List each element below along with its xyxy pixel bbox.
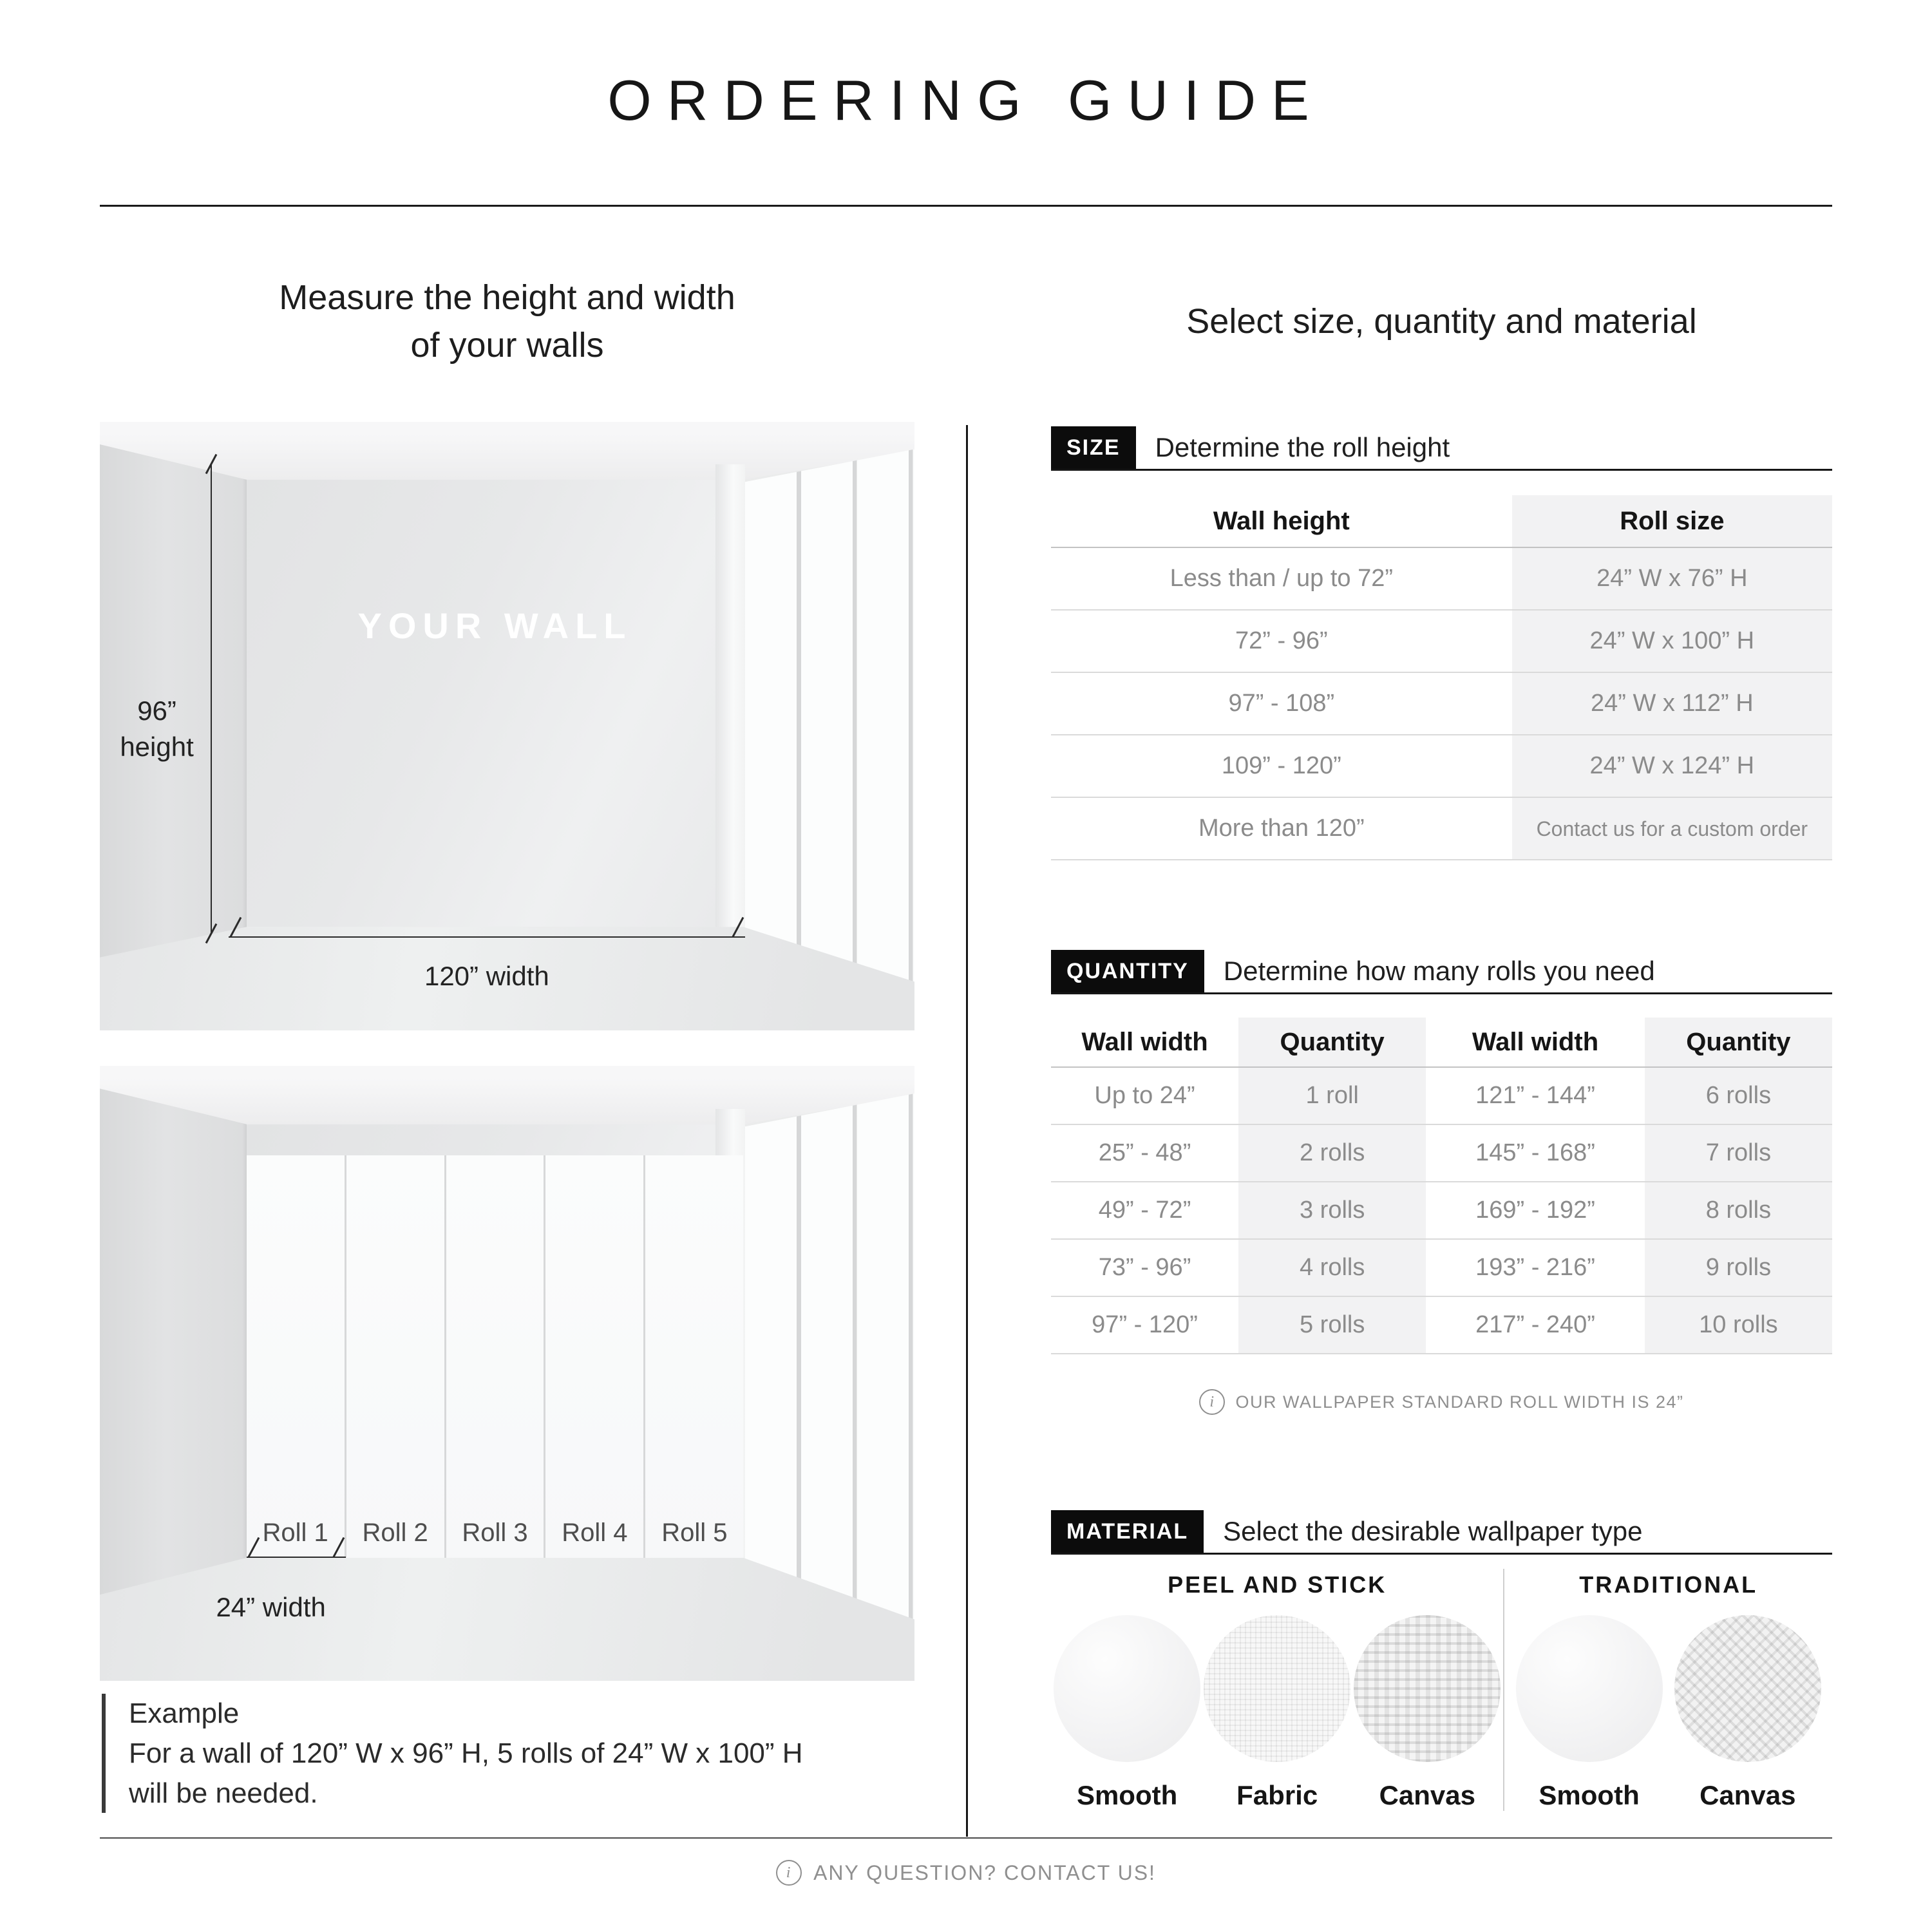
roll-panel	[346, 1155, 446, 1558]
roll-panel-label: Roll 5	[661, 1519, 728, 1548]
quantity-cell: 10 rolls	[1645, 1297, 1832, 1353]
wall-height-cell: 109” - 120”	[1221, 752, 1341, 779]
size-subtitle: Determine the roll height	[1155, 432, 1450, 462]
roll-panel	[545, 1155, 645, 1558]
size-table-row	[1051, 611, 1832, 673]
quantity-cell: 3 rolls	[1238, 1182, 1426, 1238]
swatch-fabric	[1203, 1615, 1351, 1811]
wall-width-cell: Up to 24”	[1094, 1082, 1195, 1109]
quantity-cell: 9 rolls	[1645, 1240, 1832, 1296]
quantity-table-row	[1051, 1297, 1832, 1354]
quantity-table-body	[1051, 1068, 1832, 1354]
size-table	[1051, 495, 1832, 860]
wall-width-cell: 121” - 144”	[1475, 1082, 1595, 1109]
wall-height-cell: 97” - 108”	[1228, 690, 1335, 717]
size-col-wall-height: Wall height	[1213, 506, 1350, 535]
roll-size-cell: 24” W x 124” H	[1512, 735, 1832, 797]
roll-panel	[645, 1155, 743, 1558]
roll-panels	[247, 1155, 744, 1558]
quantity-table-row	[1051, 1182, 1832, 1240]
example-title: Example	[129, 1698, 240, 1729]
swatch-label: Fabric	[1236, 1780, 1318, 1810]
room-illustration-measure	[100, 422, 914, 1030]
qty-col-wall-width-1: Wall width	[1081, 1027, 1208, 1056]
quantity-cell: 5 rolls	[1238, 1297, 1426, 1353]
swatch-label: Smooth	[1076, 1780, 1178, 1810]
traditional-heading: TRADITIONAL	[1579, 1571, 1758, 1598]
roll-panel-label: Roll 2	[362, 1519, 428, 1548]
quantity-table-row	[1051, 1240, 1832, 1297]
wall-height-value: 96”	[137, 695, 176, 726]
material-subtitle: Select the desirable wallpaper type	[1223, 1516, 1643, 1546]
example-line1: For a wall of 120” W x 96” H, 5 rolls of 24” W x 100” H	[129, 1738, 803, 1769]
measure-heading	[100, 274, 914, 369]
roll-size-cell: 24” W x 76” H	[1512, 548, 1832, 609]
roll-width-note	[1051, 1389, 1832, 1415]
swatch-smooth	[1515, 1615, 1663, 1811]
wall-width-cell: 73” - 96”	[1098, 1254, 1191, 1281]
swatch-smooth	[1053, 1615, 1201, 1811]
swatch-label: Canvas	[1700, 1780, 1796, 1810]
roll-width-label: 24” width	[216, 1592, 326, 1623]
wall-width-cell: 217” - 240”	[1475, 1311, 1595, 1338]
size-table-row	[1051, 548, 1832, 611]
quantity-cell: 1 roll	[1238, 1068, 1426, 1124]
example-line2: will be needed.	[129, 1777, 318, 1809]
quantity-cell: 7 rolls	[1645, 1125, 1832, 1181]
example-accent-bar	[102, 1694, 106, 1813]
fabric-texture-icon	[1204, 1615, 1350, 1762]
wall-height-cell: 72” - 96”	[1235, 627, 1328, 654]
traditional-group	[1503, 1569, 1832, 1811]
wall-width-cell: 97” - 120”	[1092, 1311, 1198, 1338]
swatch-canvas	[1353, 1615, 1501, 1811]
material-section-header	[1051, 1510, 1832, 1555]
quantity-chip: QUANTITY	[1051, 950, 1204, 992]
quantity-subtitle: Determine how many rolls you need	[1223, 956, 1655, 986]
your-wall-label: YOUR WALL	[357, 605, 632, 646]
wall-width-cell: 145” - 168”	[1475, 1139, 1595, 1166]
canvas-texture-icon	[1674, 1615, 1821, 1762]
swatch-label: Canvas	[1379, 1780, 1475, 1810]
quantity-section-header	[1051, 950, 1832, 994]
quantity-cell: 8 rolls	[1645, 1182, 1832, 1238]
qty-col-quantity-2: Quantity	[1645, 1018, 1832, 1066]
size-table-row	[1051, 798, 1832, 860]
roll-panel-label: Roll 1	[262, 1519, 328, 1548]
quantity-table	[1051, 1018, 1832, 1354]
info-icon: i	[776, 1860, 802, 1886]
roll-width-note-text: OUR WALLPAPER STANDARD ROLL WIDTH IS 24”	[1235, 1392, 1684, 1412]
smooth-texture-icon	[1516, 1615, 1663, 1762]
qty-col-quantity-1: Quantity	[1238, 1018, 1426, 1066]
canvas-texture-icon	[1354, 1615, 1501, 1762]
quantity-cell: 6 rolls	[1645, 1068, 1832, 1124]
roll-size-cell: Contact us for a custom order	[1512, 798, 1832, 859]
wall-height-cell: More than 120”	[1198, 815, 1365, 842]
size-section-header	[1051, 426, 1832, 471]
footer	[0, 1860, 1932, 1886]
select-heading: Select size, quantity and material	[1186, 302, 1697, 341]
swatch-label: Smooth	[1539, 1780, 1640, 1810]
quantity-table-row	[1051, 1068, 1832, 1125]
size-table-body	[1051, 548, 1832, 860]
footer-text: ANY QUESTION? CONTACT US!	[813, 1861, 1156, 1884]
wall-width-cell: 169” - 192”	[1475, 1197, 1595, 1224]
size-table-row	[1051, 673, 1832, 735]
wall-width-cell: 193” - 216”	[1475, 1254, 1595, 1281]
page-title: ORDERING GUIDE	[607, 68, 1325, 132]
wall-height-word: height	[120, 731, 194, 762]
quantity-cell: 4 rolls	[1238, 1240, 1426, 1296]
quantity-table-row	[1051, 1125, 1832, 1182]
footer-divider	[100, 1837, 1832, 1839]
smooth-texture-icon	[1054, 1615, 1200, 1762]
peel-and-stick-heading: PEEL AND STICK	[1168, 1571, 1387, 1598]
info-icon: i	[1199, 1389, 1225, 1415]
roll-size-cell: 24” W x 112” H	[1512, 673, 1832, 734]
room-main-wall	[247, 480, 744, 927]
height-dimension-line	[211, 464, 212, 933]
width-dimension-line	[229, 936, 745, 938]
roll-width-dimension-line	[247, 1557, 346, 1558]
peel-and-stick-group	[1051, 1569, 1503, 1811]
roll-panel	[446, 1155, 546, 1558]
header-divider	[100, 205, 1832, 207]
measure-heading-line2: of your walls	[410, 326, 604, 365]
wall-height-label	[112, 693, 202, 765]
material-chip: MATERIAL	[1051, 1510, 1204, 1553]
size-col-roll-size: Roll size	[1512, 495, 1832, 547]
quantity-section	[1051, 950, 1832, 1415]
roll-panel	[247, 1155, 346, 1558]
size-table-header	[1051, 495, 1832, 548]
quantity-cell: 2 rolls	[1238, 1125, 1426, 1181]
room-window	[745, 1094, 914, 1644]
roll-size-cell: 24” W x 100” H	[1512, 611, 1832, 672]
quantity-table-header	[1051, 1018, 1832, 1068]
wall-height-cell: Less than / up to 72”	[1170, 565, 1394, 592]
example-block	[102, 1694, 803, 1814]
qty-col-wall-width-2: Wall width	[1472, 1027, 1599, 1056]
size-table-row	[1051, 735, 1832, 798]
room-illustration-rolls	[100, 1066, 914, 1681]
material-section	[1051, 1510, 1832, 1811]
measure-heading-line1: Measure the height and width	[279, 278, 735, 317]
roll-panel-label: Roll 4	[562, 1519, 628, 1548]
swatch-canvas	[1674, 1615, 1822, 1811]
room-window	[745, 450, 914, 994]
wall-width-label: 120” width	[424, 961, 549, 992]
wall-width-cell: 49” - 72”	[1098, 1197, 1191, 1224]
size-section	[1051, 426, 1832, 860]
room-window-jamb	[715, 464, 745, 951]
column-divider	[966, 425, 968, 1837]
wall-width-cell: 25” - 48”	[1098, 1139, 1191, 1166]
size-chip: SIZE	[1051, 426, 1136, 469]
roll-panel-label: Roll 3	[462, 1519, 528, 1548]
material-groups	[1051, 1569, 1832, 1811]
